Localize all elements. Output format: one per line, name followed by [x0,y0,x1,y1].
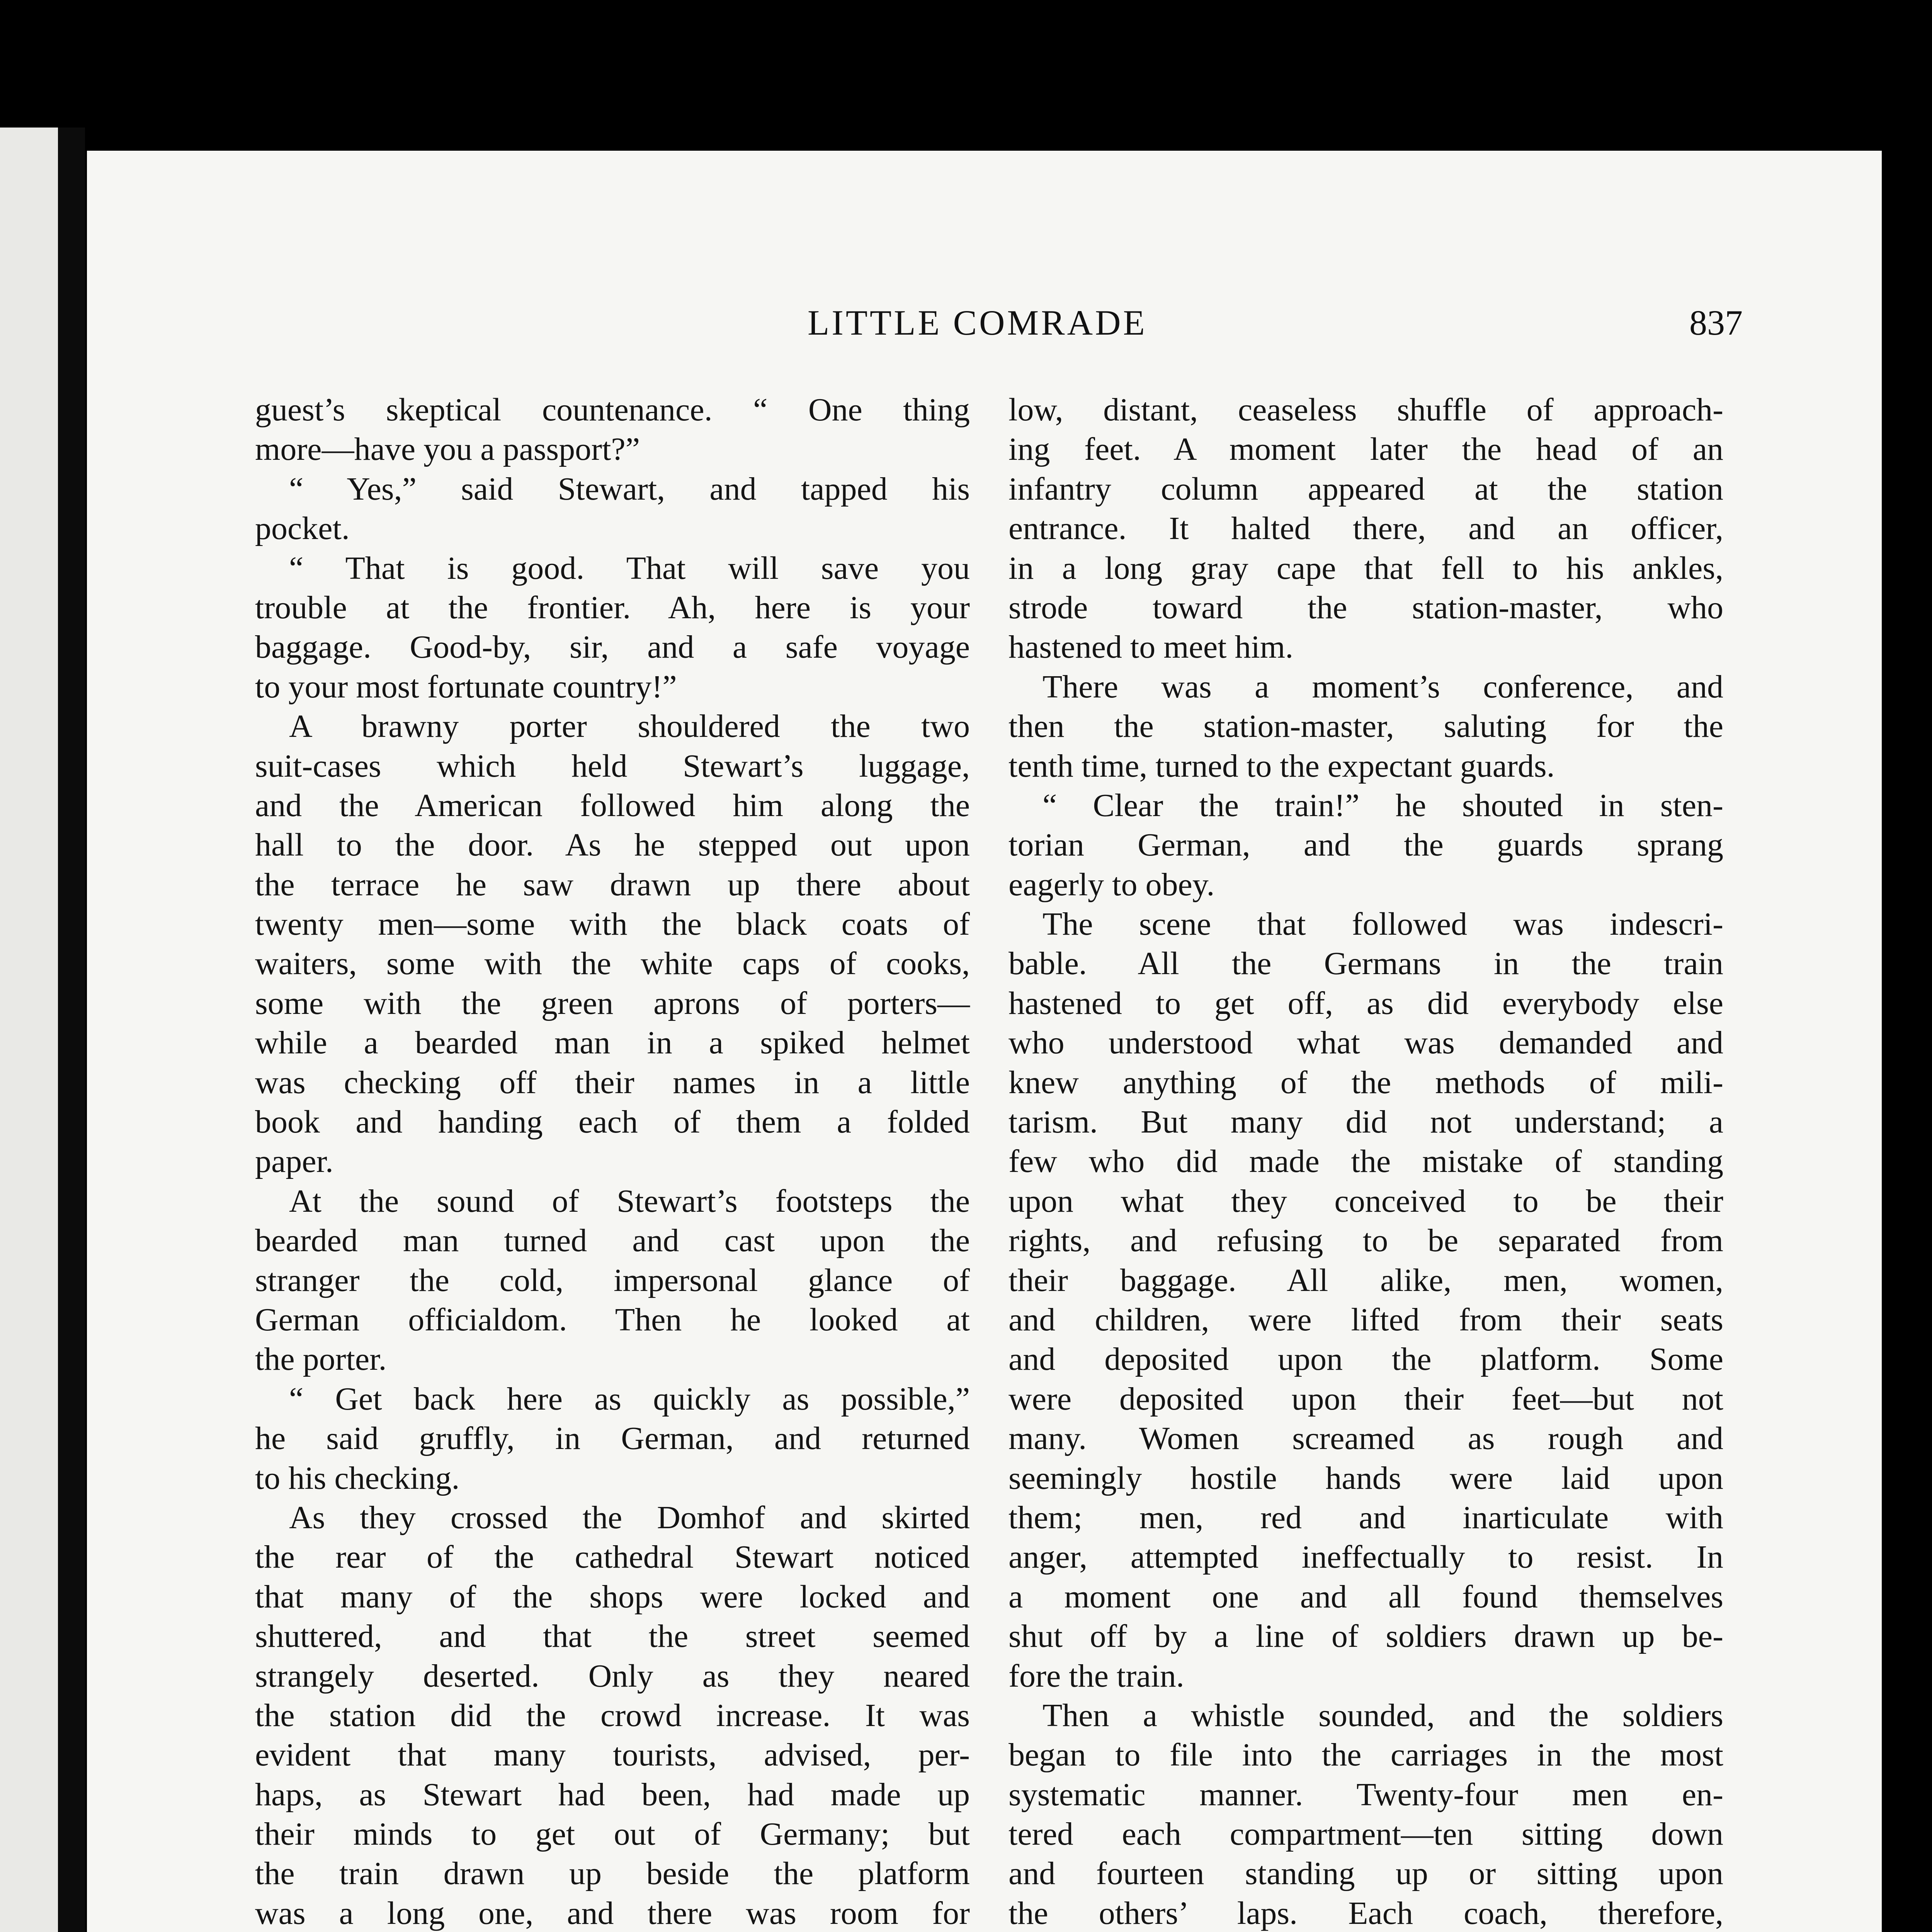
text-line: was checking off their names in a little [255,1064,970,1100]
text-line: was a long one, and there was room for [255,1895,970,1931]
text-line: in a long gray cape that fell to his ankles, [1009,550,1723,586]
text-line: shut off by a line of soldiers drawn up be- [1009,1618,1723,1655]
text-line: bearded man turned and cast upon the [255,1223,970,1259]
text-line: strode toward the station-master, who [1009,589,1723,626]
text-line: their baggage. All alike, men, women, [1009,1262,1723,1298]
text-line: At the sound of Stewart’s footsteps the [289,1183,970,1219]
text-line: that many of the shops were locked and [255,1578,970,1615]
text-line: rights, and refusing to be separated from [1009,1223,1723,1259]
text-line: hall to the door. As he stepped out upon [255,827,970,863]
text-line: to your most fortunate country!” [255,668,677,705]
text-line: baggage. Good-by, sir, and a safe voyage [255,629,970,665]
text-line: a moment one and all found themselves [1009,1578,1723,1615]
text-line: German officialdom. Then he looked at [255,1301,970,1338]
text-line: systematic manner. Twenty-four men en- [1009,1776,1723,1813]
text-line: hastened to get off, as did everybody else [1009,985,1723,1021]
text-line: few who did made the mistake of standing [1009,1143,1723,1180]
text-line: trouble at the frontier. Ah, here is your [255,589,970,626]
text-line: fore the train. [1009,1658,1184,1694]
text-line: A brawny porter shouldered the two [289,708,970,745]
text-line: As they crossed the Domhof and skirted [289,1499,970,1536]
text-line: then the station-master, saluting for the [1009,708,1723,745]
page-number: 837 [1689,303,1743,342]
text-line: the porter. [255,1341,387,1378]
text-line: and the American followed him along the [255,787,970,823]
text-line: guest’s skeptical countenance. “ One thing [255,392,970,428]
text-line: hastened to meet him. [1009,629,1294,665]
text-column-right [1009,390,1723,1932]
text-line: anger, attempted ineffectually to resist. In [1009,1539,1723,1575]
text-line: “ Get back here as quickly as possible,” [289,1381,970,1417]
text-line: book and handing each of them a folded [255,1104,970,1140]
scan-right-border [1882,147,1932,1932]
text-line: stranger the cold, impersonal glance of [255,1262,970,1298]
text-line: haps, as Stewart had been, had made up [255,1776,970,1813]
text-line: Then a whistle sounded, and the soldiers [1043,1697,1723,1733]
text-line: the train drawn up beside the platform [255,1855,970,1892]
text-line: eagerly to obey. [1009,866,1215,903]
text-line: the others’ laps. Each coach, therefore, [1009,1895,1723,1931]
text-line: entrance. It halted there, and an officer, [1009,510,1723,547]
text-line: The scene that followed was indescri- [1043,906,1723,942]
text-line: tered each compartment—ten sitting down [1009,1816,1723,1852]
text-line: began to file into the carriages in the most [1009,1737,1723,1773]
text-line: paper. [255,1143,333,1180]
text-line: tenth time, turned to the expectant guards. [1009,748,1555,784]
text-line: he said gruffly, in German, and returned [255,1420,970,1457]
text-line: low, distant, ceaseless shuffle of approach- [1009,392,1723,428]
text-line: “ That is good. That will save you [289,550,970,586]
text-line: and fourteen standing up or sitting upon [1009,1855,1723,1892]
text-line: the station did the crowd increase. It was [255,1697,970,1733]
text-line: seemingly hostile hands were laid upon [1009,1460,1723,1496]
text-line: There was a moment’s conference, and [1043,668,1723,705]
text-line: pocket. [255,510,350,547]
text-line: upon what they conceived to be their [1009,1183,1723,1219]
text-line: suit-cases which held Stewart’s luggage, [255,748,970,784]
text-line: knew anything of the methods of mili- [1009,1064,1723,1100]
scan-top-border [0,0,1932,170]
text-line: the terrace he saw drawn up there about [255,866,970,903]
text-line: were deposited upon their feet—but not [1009,1381,1723,1417]
text-line: torian German, and the guards sprang [1009,827,1723,863]
text-line: “ Clear the train!” he shouted in sten- [1043,787,1723,823]
text-line: “ Yes,” said Stewart, and tapped his [289,471,970,507]
text-line: tarism. But many did not understand; a [1009,1104,1723,1140]
text-line: strangely deserted. Only as they neared [255,1658,970,1694]
text-line: and deposited upon the platform. Some [1009,1341,1723,1378]
text-line: some with the green aprons of porters— [255,985,970,1021]
running-title: LITTLE COMRADE [808,303,1147,342]
text-line: the rear of the cathedral Stewart noticed [255,1539,970,1575]
text-line: many. Women screamed as rough and [1009,1420,1723,1457]
text-line: to his checking. [255,1460,460,1496]
text-line: twenty men—some with the black coats of [255,906,970,942]
text-line: who understood what was demanded and [1009,1025,1723,1061]
text-line: waiters, some with the white caps of cooks, [255,946,970,982]
text-line: while a bearded man in a spiked helmet [255,1025,970,1061]
text-line: them; men, red and inarticulate with [1009,1499,1723,1536]
text-line: infantry column appeared at the station [1009,471,1723,507]
text-line: and children, were lifted from their seats [1009,1301,1723,1338]
text-line: their minds to get out of Germany; but [255,1816,970,1852]
text-line: bable. All the Germans in the train [1009,946,1723,982]
text-column-left [255,390,970,1932]
text-line: more—have you a passport?” [255,431,640,468]
text-line: shuttered, and that the street seemed [255,1618,970,1655]
text-line: ing feet. A moment later the head of an [1009,431,1723,468]
page-gutter [58,128,85,1932]
text-line: evident that many tourists, advised, per- [255,1737,970,1773]
